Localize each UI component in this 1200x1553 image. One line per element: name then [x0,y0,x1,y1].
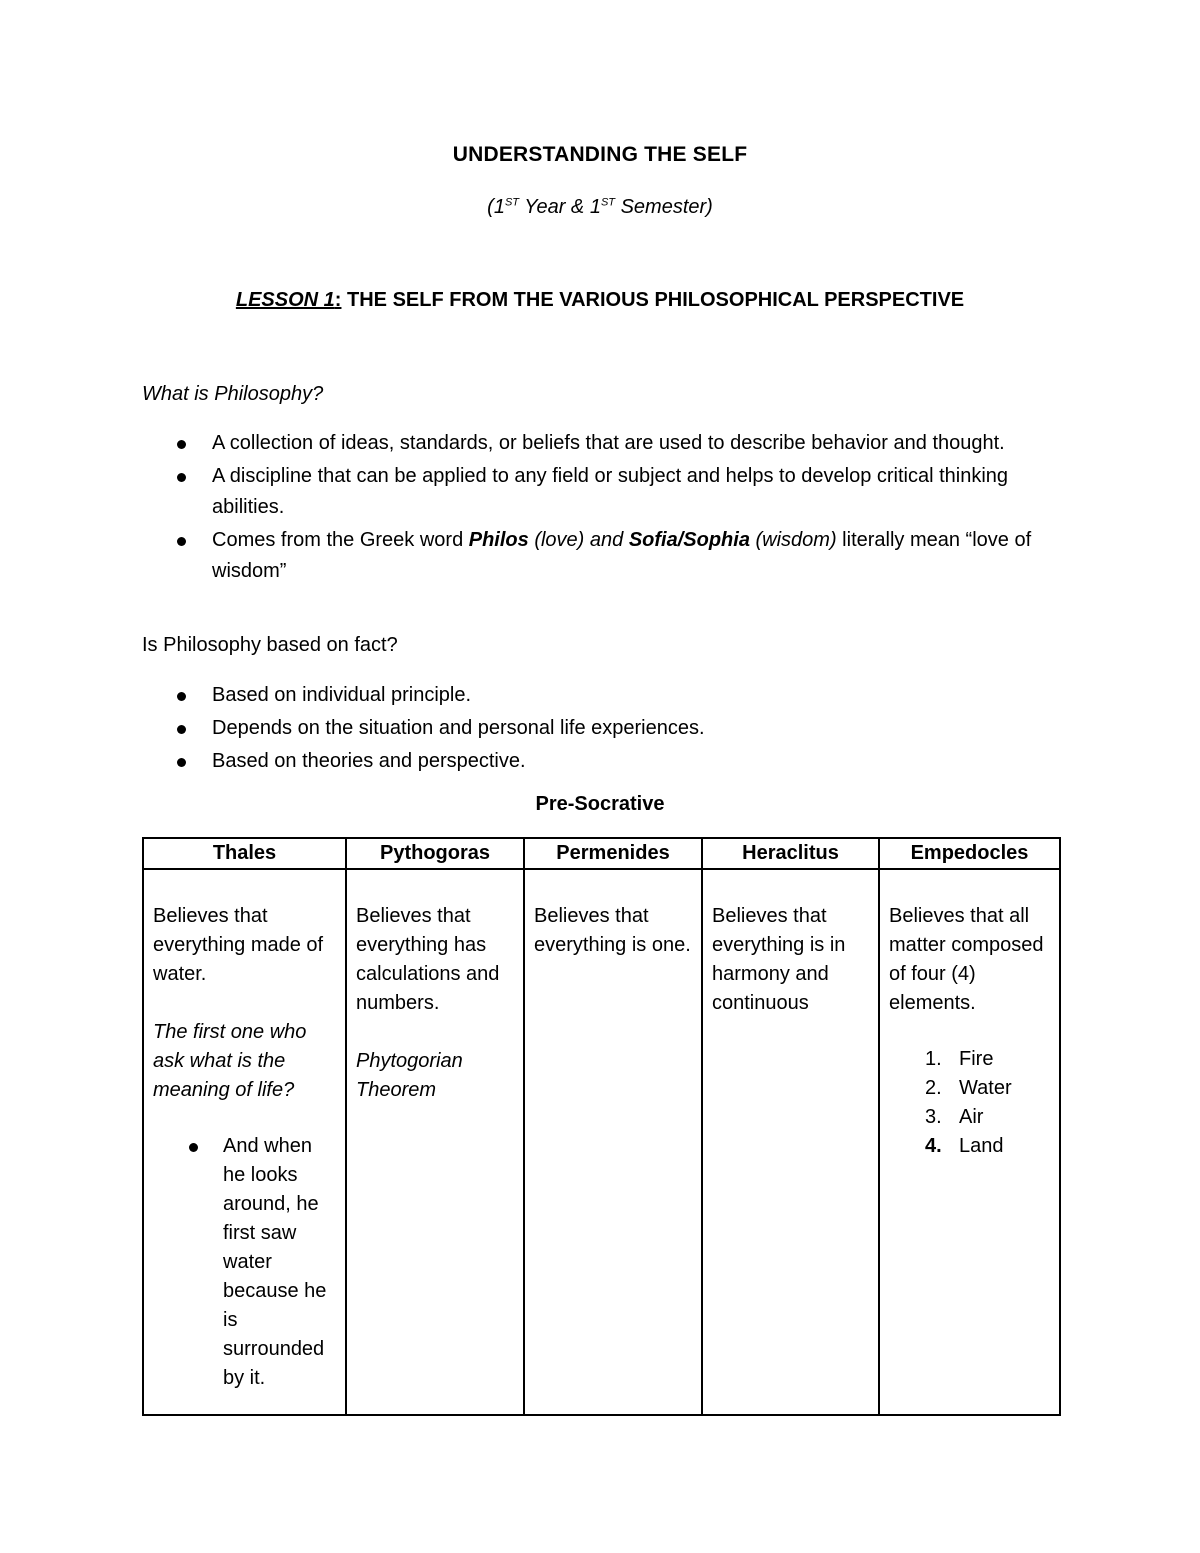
list-item [889,1074,1051,1103]
element-name: Land [959,1135,1004,1157]
header-permenides: Permenides [524,838,702,869]
thales-belief: Believes that everything made of water. [153,905,324,985]
etymology-wisdom: (wisdom) [749,529,837,551]
subtitle-close: Semester) [615,196,713,218]
element-number: 3. [925,1106,942,1128]
table-title: Pre-Socrative [535,793,665,815]
term-philos: Philos [468,529,529,551]
cell-heraclitus [702,869,879,1415]
list-item: A collection of ideas, standards, or beliefs that are used to describe behavior and thought. [0,428,1032,459]
element-number: 4. [925,1135,942,1157]
header-heraclitus: Heraclitus [702,838,879,869]
list-item: Based on theories and perspective. [0,746,1032,777]
element-name: Water [959,1077,1012,1099]
element-name: Air [959,1106,984,1128]
list-item: Based on individual principle. [0,680,1032,711]
empedocles-belief: Believes that all matter composed of four (4) elements. [889,905,1044,1014]
lesson-title: THE SELF FROM THE VARIOUS PHILOSOPHICAL PERSPECTIVE [341,289,965,311]
element-name: Fire [959,1048,994,1070]
element-number: 1. [925,1048,942,1070]
list-item [889,1045,1051,1074]
list-item: A discipline that can be applied to any field or subject and helps to develop critical thinking abilities. [0,461,1032,523]
subtitle-sup-semester: ST [600,196,616,209]
cell-permenides [524,869,702,1415]
table-header-row [143,838,1060,869]
subtitle-mid: Year & 1 [519,196,601,218]
lesson-heading [0,289,1200,312]
list-item: Depends on the situation and personal life experiences. [0,713,1032,744]
cell-empedocles [879,869,1060,1415]
header-empedocles: Empedocles [879,838,1060,869]
question-what-is-philosophy: What is Philosophy? [142,383,324,405]
list-item [889,1132,1051,1161]
term-sofia: Sofia/Sophia [628,529,750,551]
heraclitus-belief: Believes that everything is in harmony and continuous [712,905,846,1014]
document-subtitle [0,196,1200,219]
permenides-belief: Believes that everything is one. [534,905,691,956]
pythogoras-belief: Believes that everything has calculations and numbers. [356,905,500,1014]
cell-pythogoras [346,869,524,1415]
etymology-text: Comes from the Greek word [212,529,469,551]
header-pythogoras: Pythogoras [346,838,524,869]
philosophy-fact-list [0,680,1032,779]
philosophy-definition-list [0,428,1032,589]
pythogoras-note: Phytogorian Theorem [356,1050,463,1101]
header-thales: Thales [143,838,346,869]
subtitle-sup-year: ST [504,196,520,209]
thales-note: The first one who ask what is the meaning of life? [153,1021,307,1101]
question-philosophy-fact: Is Philosophy based on fact? [142,634,398,656]
etymology-meaning: literally mean “love of wisdom” [212,529,1032,582]
thales-bullet: And when he looks around, he first saw water because he is surrounded by it. [153,1132,337,1393]
list-item [889,1103,1051,1132]
etymology-love: (love) and [528,529,629,551]
element-number: 2. [925,1077,942,1099]
lesson-label: LESSON 1 [235,289,335,311]
subtitle-open: (1 [487,196,505,218]
lesson-colon: : [334,289,342,311]
table-row [143,869,1060,1415]
cell-thales [143,869,346,1415]
document-title: UNDERSTANDING THE SELF [452,143,748,166]
elements-list [889,1045,1051,1161]
list-item [0,525,1032,587]
pre-socratic-table [142,837,1061,1416]
